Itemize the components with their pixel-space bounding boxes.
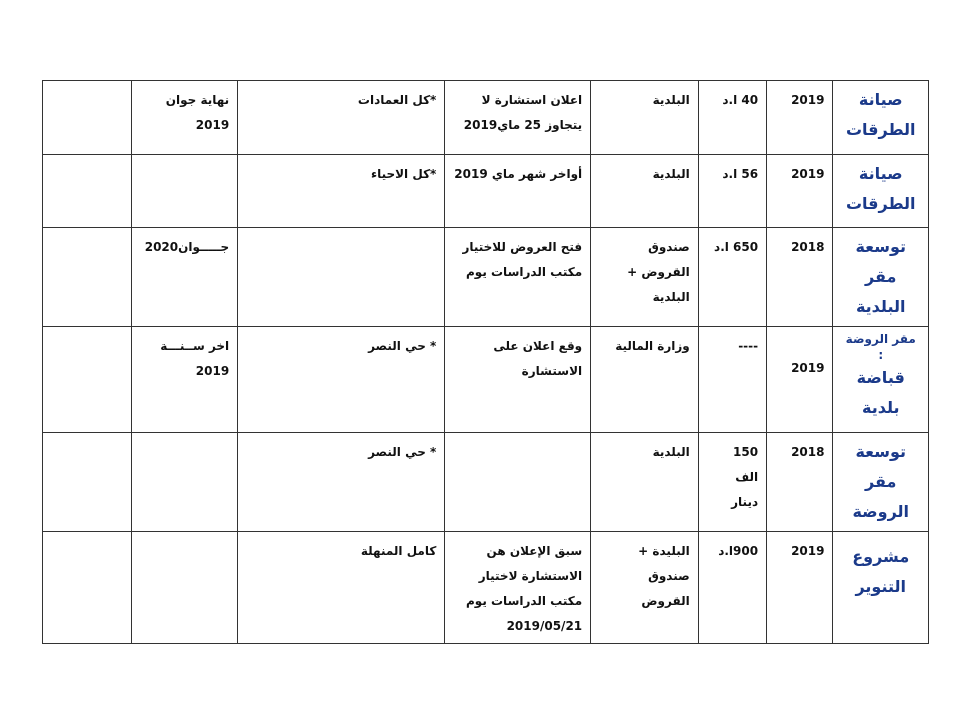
- project-title: صيانة الطرقات: [833, 81, 929, 155]
- cost-cell: 150 الف دينار: [698, 433, 766, 532]
- location-cell: *كل العمادات: [238, 81, 445, 155]
- project-title: توسعة مقر الروضة: [833, 433, 929, 532]
- cost-cell: 900ا.د: [698, 532, 766, 644]
- location-cell: *كل الاحياء: [238, 155, 445, 228]
- deadline-cell: جـــــوان2020: [131, 228, 238, 327]
- project-title: مقر الروضة : قباضة بلدية: [833, 327, 929, 433]
- deadline-cell: [131, 155, 238, 228]
- notes-cell: [43, 155, 132, 228]
- deadline-cell: [131, 433, 238, 532]
- year-cell: 2019: [767, 155, 833, 228]
- cost-cell: 650 ا.د: [698, 228, 766, 327]
- funding-cell: البليدة + صندوق القروض: [591, 532, 699, 644]
- notes-cell: [43, 327, 132, 433]
- notes-cell: [43, 532, 132, 644]
- status-cell: [445, 433, 591, 532]
- project-title: توسعة مقر البلدية: [833, 228, 929, 327]
- table-row: [43, 81, 929, 155]
- deadline-cell: اخر ســنـــة 2019: [131, 327, 238, 433]
- status-cell: وقع اعلان على الاستشارة: [445, 327, 591, 433]
- projects-table: [42, 80, 929, 644]
- table-row: [43, 155, 929, 228]
- funding-cell: صندوق القروض + البلدية: [591, 228, 699, 327]
- funding-cell: البلدية: [591, 155, 699, 228]
- notes-cell: [43, 81, 132, 155]
- table-row: [43, 327, 929, 433]
- year-cell: 2019: [767, 532, 833, 644]
- table-row: [43, 228, 929, 327]
- notes-cell: [43, 433, 132, 532]
- project-title: مشروع التنوير: [833, 532, 929, 644]
- year-cell: 2018: [767, 433, 833, 532]
- year-cell: 2019: [767, 81, 833, 155]
- location-cell: كامل المنهلة: [238, 532, 445, 644]
- status-cell: اعلان استشارة لا يتجاوز 25 ماي2019: [445, 81, 591, 155]
- status-cell: سبق الإعلان هن الاستشارة لاختيار مكتب الدراسات يوم 2019/05/21: [445, 532, 591, 644]
- deadline-cell: [131, 532, 238, 644]
- year-cell: 2019: [767, 327, 833, 433]
- cost-cell: 56 ا.د: [698, 155, 766, 228]
- cost-cell: ----: [698, 327, 766, 433]
- location-cell: * حي النصر: [238, 327, 445, 433]
- deadline-cell: نهاية جوان 2019: [131, 81, 238, 155]
- location-cell: * حي النصر: [238, 433, 445, 532]
- table-row: [43, 433, 929, 532]
- funding-cell: وزارة المالية: [591, 327, 699, 433]
- location-cell: [238, 228, 445, 327]
- table-row: [43, 532, 929, 644]
- status-cell: أواخر شهر ماي 2019: [445, 155, 591, 228]
- status-cell: فتح العروض للاختيار مكتب الدراسات يوم: [445, 228, 591, 327]
- year-cell: 2018: [767, 228, 833, 327]
- cost-cell: 40 ا.د: [698, 81, 766, 155]
- funding-cell: البلدية: [591, 81, 699, 155]
- project-subtitle: مقر الروضة :: [845, 332, 916, 362]
- funding-cell: البلدية: [591, 433, 699, 532]
- project-title: صيانة الطرقات: [833, 155, 929, 228]
- notes-cell: [43, 228, 132, 327]
